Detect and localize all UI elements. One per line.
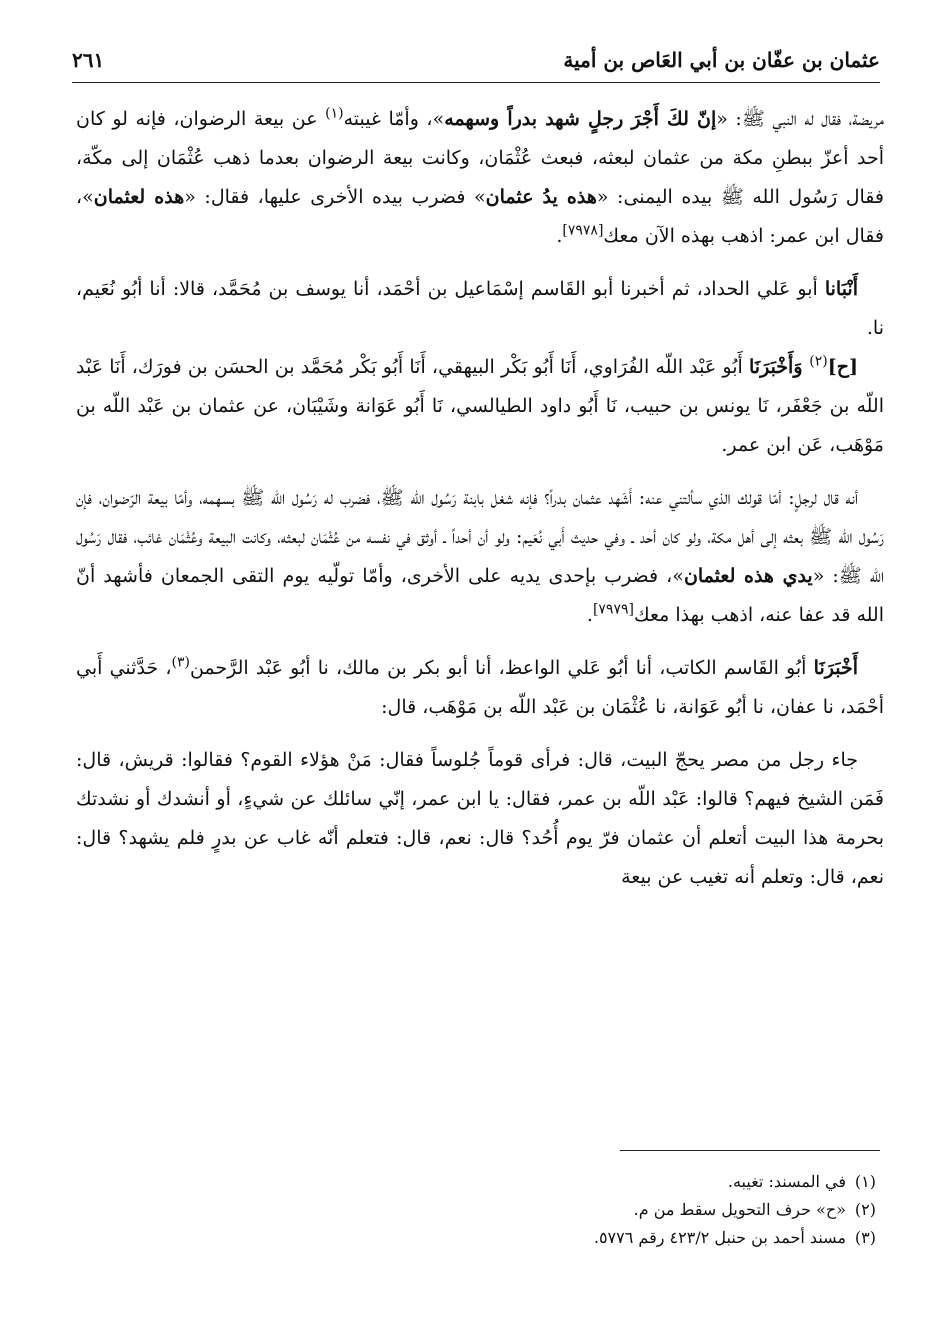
p2-text: أبو عَلي الحداد، ثم أخبرنا أبو القَاسم إسْمَاعيل بن أحْمَد، أنا يوسف بن مُحَمَّد، قالا: أنا أبُو نُعَيم، نا. (76, 278, 884, 339)
p5-text: أبُو القَاسم الكاتب، أنا أبُو عَلي الواعظ، أنا أبو بكر بن مالك، نا أبُو عَبْد الرَّحمن (189, 657, 814, 679)
p1-text: » فضرب بيده الأخرى عليها، فقال: « (184, 186, 486, 208)
p1-text: . (556, 225, 563, 247)
p6-text: جاء رجل من مصر يحجّ البيت، قال: فرأى قوماً جُلوساً فقال: مَنْ هؤلاء القوم؟ فقالوا: قريش، قال: فَمَن الشيخ فيهم؟ قالوا: عَبْد اللّه بن عمر، فقال: يا ابن عمر، إنّي سائلك عن شيءٍ، أو أنشدك أو نشدتك بحرمة هذا البيت أتعلم أن عثمان فرّ يوم أُحُد؟ قال: نعم، قال: فتعلم أنّه غاب عن بدرٍ فلم يشهد؟ قال: نعم، قال: وتعلم أنه تغيب عن بيعة (76, 749, 884, 888)
p1-text: »، فقال ابن عمر: اذهب بهذه الآن معك (76, 186, 884, 247)
footnote-number: (٣) (854, 1228, 876, 1247)
header-rule (72, 82, 880, 83)
p4-hadith-quote: يدي هذه لعثمان (683, 565, 813, 587)
footnote-rule (620, 1150, 880, 1151)
paragraph-6 (76, 741, 884, 897)
footnote-ref-1: (١) (325, 105, 344, 122)
chain-keyword: أَخْبَرَنَا (813, 657, 858, 679)
footnote-number: (٢) (854, 1200, 876, 1219)
footnote-text: «ح» حرف التحويل سقط من م. (633, 1200, 846, 1219)
footnote (76, 1196, 876, 1224)
p1-hadith-quote: هذه يدُ عثمان (485, 186, 597, 208)
running-head-title: عثمان بن عفّان بن أبي العَاص بن أمية (563, 48, 880, 72)
tahwil-marker: [ح] (827, 356, 859, 378)
footnote (76, 1168, 876, 1196)
main-text (76, 100, 884, 897)
footnote (76, 1224, 876, 1252)
p5-text: ، حَدَّثني أَبي أحْمَد، نا عفان، نا أبُو عَوَانة، نا عُثْمَان بن عَبْد اللّه بن مَوْهَب، قال: (76, 657, 884, 718)
footnote-ref-2: (٢) (809, 353, 828, 370)
running-head (72, 40, 880, 80)
hadith-number: [٧٩٧٨] (562, 222, 604, 239)
footnotes (76, 1168, 876, 1252)
p1-text: عن بيعة الرضوان، فإنه لو كان أحد أعزّ ببطنِ مكة من عثمان لبعثه، فبعث عُثْمَان، وكانت بيعة الرضوان بعدما ذهب عُثْمَان إلى مكّة، فقال رَسُول الله ﷺ بيده اليمنى: « (76, 108, 884, 208)
p4-text: أنه قال لرجلٍ: أمّا قولك الذي سألتني عنه: أَشَهد عثمان بدراً؟ فإنه شغل بابنة رَسُول الله ﷺ، فضرب له رَسُول الله ﷺ بسهمه، وأمّا بيعة الرّضوان، فإن رَسُول الله ﷺ بعثه إلى أهل مكة، ولو كان أحد ـ وفي حديث أَبي نُعَيم: ولو أن أحداً ـ أوثق في نفسه من عُثْمَان لبعثه، وكانت البيعة وعُثْمَان غائب، فقال رَسُول الله ﷺ: « (76, 487, 884, 587)
hadith-number: [٧٩٧٩] (592, 601, 634, 618)
footnote-ref-3: (٣) (171, 654, 190, 671)
paragraph-4 (76, 479, 884, 635)
chain-keyword: أَنْبَانا (824, 278, 858, 300)
page-number: ٢٦١ (72, 48, 105, 72)
chain-keyword: وَأَخْبَرَنَا (749, 356, 810, 378)
p1-text: »، وأمّا غيبته (343, 108, 445, 130)
paragraph-1 (76, 100, 884, 256)
p3-text: أَبُو عَبْد اللّه الفُرَاوي، أَنَا أَبُو بَكْر البيهقي، أَنَا أَبُو بَكْر مُحَمَّد بن الحسَن بن فورَك، أَنَا عَبْد اللّه بن جَعْفَر، نَا يونس بن حبيب، نَا أَبُو داود الطيالسي، نَا أَبُو عَوَانة وشَيْبَان، عن عثمان بن عَبْد اللّه بن مَوْهَب، عَن ابن عمر. (76, 356, 884, 456)
footnote-text: مسند أحمد بن حنبل ٤٢٣/٢ رقم ٥٧٧٦. (593, 1228, 846, 1247)
paragraph-3 (76, 348, 884, 465)
p4-text: »، فضرب بإحدى يديه على الأخرى، وأمّا تولّيه يوم التقى الجمعان فأشهد أنّ الله قد عفا عنه، اذهب بهذا معك (76, 565, 884, 626)
p1-hadith-quote: إنّ لكَ أَجْرَ رجلٍ شهد بدراً وسهمه (444, 108, 717, 130)
p1-hadith-quote: هذه لعثمان (93, 186, 185, 208)
p4-text: . (586, 604, 593, 626)
footnote-text: في المسند: تغيبه. (727, 1172, 846, 1191)
paragraph-2 (76, 270, 884, 348)
p1-text: مريضة، فقال له النبي ﷺ: « (716, 108, 884, 130)
paragraph-5 (76, 649, 884, 727)
footnote-number: (١) (854, 1172, 876, 1191)
